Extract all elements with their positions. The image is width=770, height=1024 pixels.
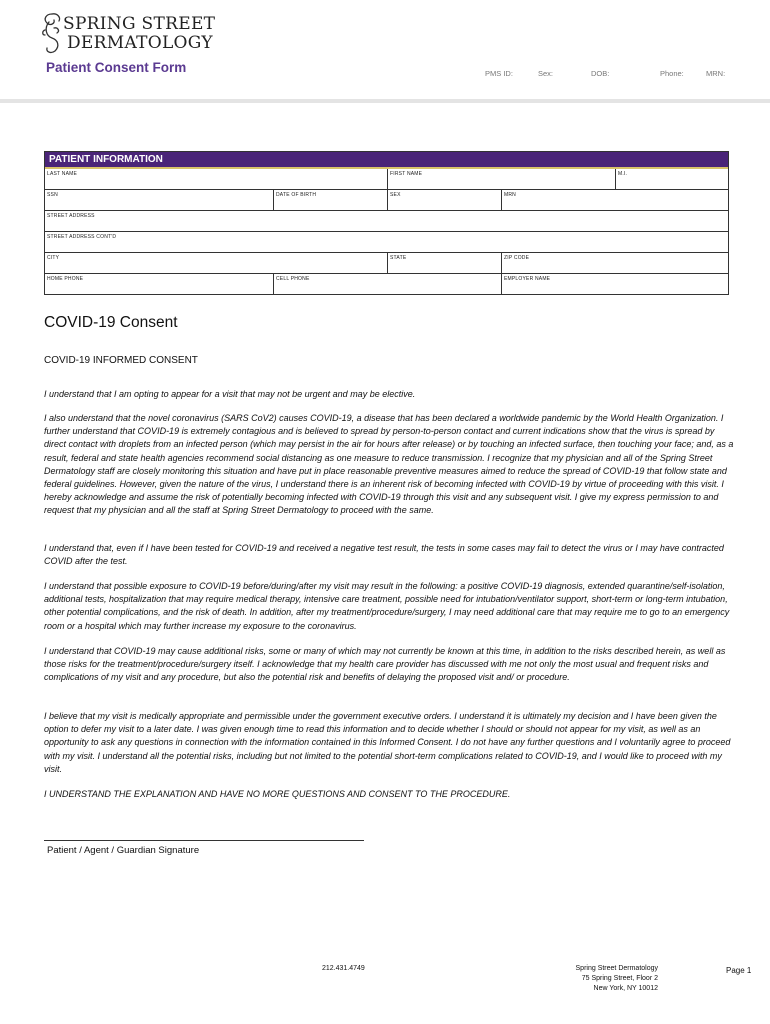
sex-field[interactable]: SEX <box>387 190 501 210</box>
table-row <box>45 231 728 252</box>
consent-paragraph-4: I understand that possible exposure to COVID-19 before/during/after my visit may result in the following: a positive COVID-19 diagnosis, extended quarantine/self-isolation, additional tests, hospitalization that may require medical therapy, intensive care treatment, possible need for intubation/ventilator support, short-term or long-term intubation, other potential complications, and the risk of death. In addition, after my treatment/procedure/surgery, I may need additional care that may require me to go to an emergency room or a hospital which may further increase my exposure to the coronavirus. <box>44 581 730 631</box>
table-row <box>45 169 728 189</box>
zip-code-field[interactable]: ZIP CODE <box>501 253 728 273</box>
patient-information-table <box>44 151 729 295</box>
mrn-field[interactable]: MRN <box>501 190 728 210</box>
page-number: Page 1 <box>726 966 752 975</box>
footer-phone: 212.431.4749 <box>322 965 365 972</box>
consent-paragraph-3: I understand that, even if I have been tested for COVID-19 and received a negative test result, the tests in some cases may fail to detect the virus or I may have contracted COVID after the test. <box>44 543 724 567</box>
employer-name-field[interactable]: EMPLOYER NAME <box>501 274 728 294</box>
consent-statement: I UNDERSTAND THE EXPLANATION AND HAVE NO MORE QUESTIONS AND CONSENT TO THE PROCEDURE. <box>44 789 511 799</box>
mrn-label: MRN: <box>706 69 726 78</box>
home-phone-field[interactable]: HOME PHONE <box>47 276 84 282</box>
footer-address-line: New York, NY 10012 <box>593 985 658 992</box>
ssn-field[interactable]: SSN <box>47 192 58 198</box>
table-row <box>45 189 728 210</box>
signature-line[interactable] <box>44 840 364 841</box>
city-field[interactable]: CITY <box>47 255 60 261</box>
footer-address-line: Spring Street Dermatology <box>575 965 658 972</box>
footer-address-line: 75 Spring Street, Floor 2 <box>581 975 658 982</box>
consent-paragraph-5: I understand that COVID-19 may cause additional risks, some or many of which may not currently be known at this time, in addition to the risks described herein, as well as those risks for the treatment/procedure/surgery itself. I acknowledge that my health care provider has discussed with me not only the most usual and frequent risks and complications of my visit and any procedure, but also the potential risk and benefits of delaying the proposed visit and/ or procedure. <box>44 646 726 683</box>
consent-paragraph-1: I understand that I am opting to appear for a visit that may not be urgent and may be elective. <box>44 389 416 399</box>
table-row <box>45 252 728 273</box>
cell-phone-field[interactable]: CELL PHONE <box>273 274 501 294</box>
form-title: Patient Consent Form <box>46 60 187 75</box>
middle-initial-field[interactable]: M.I. <box>615 169 728 189</box>
last-name-field[interactable]: LAST NAME <box>47 171 78 177</box>
street-address-field[interactable]: STREET ADDRESS <box>47 213 95 219</box>
flourish-icon <box>40 10 64 56</box>
street-address-contd-field[interactable]: STREET ADDRESS CONT'D <box>47 234 117 240</box>
pms-id-label: PMS ID: <box>485 69 513 78</box>
sex-label: Sex: <box>538 69 554 78</box>
first-name-field[interactable]: FIRST NAME <box>387 169 615 189</box>
table-row <box>45 273 728 294</box>
footer-address <box>540 964 658 994</box>
brand-name-line1: SPRING STREET <box>63 14 216 34</box>
date-of-birth-field[interactable]: DATE OF BIRTH <box>273 190 387 210</box>
header-divider <box>0 99 770 103</box>
table-row <box>45 210 728 231</box>
brand-logo <box>40 10 216 56</box>
signature-label: Patient / Agent / Guardian Signature <box>47 845 200 856</box>
phone-label: Phone: <box>660 69 684 78</box>
consent-subtitle: COVID-19 INFORMED CONSENT <box>44 355 198 366</box>
dob-label: DOB: <box>591 69 610 78</box>
patient-information-heading: PATIENT INFORMATION <box>45 152 728 169</box>
consent-paragraph-2: I also understand that the novel coronavirus (SARS CoV2) causes COVID-19, a disease that has been declared a worldwide pandemic by the World Health Organization. I further understand that COVID-19 is extremely contagious and is believed to spread by person-to-person contact and current indications show that the virus is spread by direct contact with droplets from an infected person (which may persist in the air for hours after release) or by touching an infected surface, then touching your face; and, as a result, federal and state health agencies recommend social distancing as one measure to reduce transmission. I recognize that my physician and all of the Spring Street Dermatology staff are closely monitoring this situation and have put in place reasonable preventive measures aimed to reduce the spread of COVID-19 that follow state and federal guidelines. However, given the nature of the virus, I understand there is an inherent risk of becoming infected with COVID-19 by virtue of proceeding with this visit. I hereby acknowledge and assume the risk of potentially becoming infected with COVID-19 through this visit and any subsequent visit. I give my express permission to and request that my physician and all the staff at Spring Street Dermatology to proceed with the same. <box>44 413 734 516</box>
state-field[interactable]: STATE <box>387 253 501 273</box>
consent-paragraph-6: I believe that my visit is medically appropriate and permissible under the government executive orders. I understand it is ultimately my decision and I have been given the option to defer my visit to a later date. I was given enough time to read this information and to decide whether I should or should not appear for my visit, as well as an opportunity to ask any questions in connection with the information contained in this Informed Consent. I do not have any further questions and I voluntarily agree to proceed with my visit. I understand all the potential risks, including but not limited to the potential short-term complications related to COVID-19, and I would like to proceed with my visit. <box>44 711 731 774</box>
brand-name-line2: DERMATOLOGY <box>67 33 213 53</box>
consent-title: COVID-19 Consent <box>44 314 178 331</box>
